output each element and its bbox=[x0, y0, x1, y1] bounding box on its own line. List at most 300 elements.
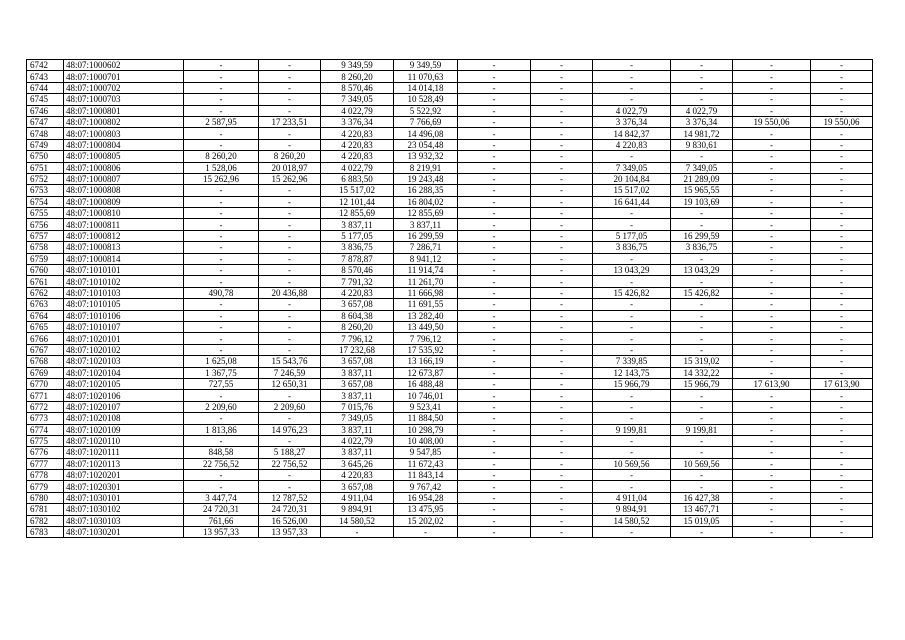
value-cell: 15 426,82 bbox=[593, 287, 671, 298]
value-cell: 4 220,83 bbox=[321, 128, 394, 139]
value-cell: - bbox=[184, 139, 259, 150]
value-cell: - bbox=[733, 276, 811, 287]
value-cell: - bbox=[458, 504, 531, 515]
cadastral-number-cell: 48:07:1000803 bbox=[64, 128, 184, 139]
table-row bbox=[27, 435, 873, 446]
value-cell: 12 673,87 bbox=[394, 367, 458, 378]
row-number-cell: 6749 bbox=[27, 139, 64, 150]
value-cell: 9 894,91 bbox=[321, 504, 394, 515]
value-cell: - bbox=[811, 287, 873, 298]
value-cell: - bbox=[259, 413, 321, 424]
value-cell: 8 260,20 bbox=[259, 151, 321, 162]
cadastral-number-cell: 48:07:1000805 bbox=[64, 151, 184, 162]
value-cell: - bbox=[671, 413, 733, 424]
table-row bbox=[27, 367, 873, 378]
value-cell: - bbox=[593, 527, 671, 538]
value-cell: - bbox=[531, 413, 593, 424]
value-cell: 9 894,91 bbox=[593, 504, 671, 515]
value-cell: - bbox=[184, 230, 259, 241]
value-cell: - bbox=[458, 230, 531, 241]
value-cell: 3 376,34 bbox=[593, 116, 671, 127]
row-number-cell: 6746 bbox=[27, 105, 64, 116]
cadastral-number-cell: 48:07:1000702 bbox=[64, 82, 184, 93]
value-cell: 20 018,97 bbox=[259, 162, 321, 173]
value-cell: - bbox=[811, 265, 873, 276]
value-cell: 19 550,06 bbox=[811, 116, 873, 127]
value-cell: 15 966,79 bbox=[593, 378, 671, 389]
value-cell: 5 177,05 bbox=[593, 230, 671, 241]
value-cell: 13 043,29 bbox=[671, 265, 733, 276]
value-cell: - bbox=[811, 242, 873, 253]
value-cell: 3 645,26 bbox=[321, 458, 394, 469]
value-cell: 7 766,69 bbox=[394, 116, 458, 127]
value-cell: - bbox=[733, 492, 811, 503]
row-number-cell: 6783 bbox=[27, 527, 64, 538]
value-cell: 3 837,11 bbox=[321, 390, 394, 401]
value-cell: - bbox=[458, 356, 531, 367]
value-cell: 9 349,59 bbox=[394, 60, 458, 71]
table-row bbox=[27, 310, 873, 321]
value-cell: - bbox=[811, 208, 873, 219]
value-cell: 12 855,69 bbox=[321, 208, 394, 219]
value-cell: 7 349,05 bbox=[593, 162, 671, 173]
value-cell: 14 976,23 bbox=[259, 424, 321, 435]
value-cell: - bbox=[458, 367, 531, 378]
value-cell: 24 720,31 bbox=[184, 504, 259, 515]
value-cell: 15 426,82 bbox=[671, 287, 733, 298]
table-row bbox=[27, 378, 873, 389]
value-cell: - bbox=[531, 481, 593, 492]
value-cell: - bbox=[259, 470, 321, 481]
value-cell: 16 427,38 bbox=[671, 492, 733, 503]
table-row bbox=[27, 128, 873, 139]
value-cell: - bbox=[259, 310, 321, 321]
value-cell: - bbox=[259, 435, 321, 446]
value-cell: - bbox=[671, 447, 733, 458]
value-cell: 3 376,34 bbox=[671, 116, 733, 127]
value-cell: - bbox=[259, 71, 321, 82]
value-cell: - bbox=[811, 527, 873, 538]
value-cell: - bbox=[811, 196, 873, 207]
value-cell: - bbox=[458, 265, 531, 276]
value-cell: - bbox=[184, 242, 259, 253]
row-number-cell: 6748 bbox=[27, 128, 64, 139]
value-cell: - bbox=[671, 527, 733, 538]
value-cell: - bbox=[733, 299, 811, 310]
value-cell: - bbox=[733, 105, 811, 116]
value-cell: - bbox=[458, 276, 531, 287]
value-cell: 19 550,06 bbox=[733, 116, 811, 127]
cadastral-number-cell: 48:07:1020111 bbox=[64, 447, 184, 458]
value-cell: - bbox=[184, 470, 259, 481]
value-cell: 3 836,75 bbox=[671, 242, 733, 253]
value-cell: - bbox=[733, 424, 811, 435]
cadastral-number-cell: 48:07:1000703 bbox=[64, 94, 184, 105]
value-cell: - bbox=[458, 413, 531, 424]
value-cell: 727,55 bbox=[184, 378, 259, 389]
value-cell: 4 220,83 bbox=[321, 139, 394, 150]
table-row bbox=[27, 424, 873, 435]
value-cell: - bbox=[184, 265, 259, 276]
value-cell: 9 830,61 bbox=[671, 139, 733, 150]
value-cell: 7 349,05 bbox=[321, 413, 394, 424]
value-cell: 12 143,75 bbox=[593, 367, 671, 378]
cadastral-number-cell: 48:07:1000804 bbox=[64, 139, 184, 150]
value-cell: 10 528,49 bbox=[394, 94, 458, 105]
value-cell: 2 209,60 bbox=[184, 401, 259, 412]
row-number-cell: 6773 bbox=[27, 413, 64, 424]
value-cell: - bbox=[671, 401, 733, 412]
value-cell: - bbox=[458, 378, 531, 389]
value-cell: - bbox=[593, 447, 671, 458]
value-cell: - bbox=[531, 230, 593, 241]
value-cell: 7 878,87 bbox=[321, 253, 394, 264]
value-cell: - bbox=[811, 60, 873, 71]
value-cell: - bbox=[458, 390, 531, 401]
value-cell: - bbox=[811, 276, 873, 287]
table-row bbox=[27, 299, 873, 310]
table-row bbox=[27, 196, 873, 207]
value-cell: 3 837,11 bbox=[321, 424, 394, 435]
value-cell: 17 613,90 bbox=[733, 378, 811, 389]
value-cell: - bbox=[811, 401, 873, 412]
row-number-cell: 6742 bbox=[27, 60, 64, 71]
value-cell: 16 299,59 bbox=[394, 230, 458, 241]
table-row bbox=[27, 515, 873, 526]
value-cell: - bbox=[811, 504, 873, 515]
value-cell: - bbox=[671, 94, 733, 105]
value-cell: 11 884,50 bbox=[394, 413, 458, 424]
row-number-cell: 6777 bbox=[27, 458, 64, 469]
value-cell: - bbox=[184, 253, 259, 264]
cadastral-number-cell: 48:07:1020108 bbox=[64, 413, 184, 424]
row-number-cell: 6750 bbox=[27, 151, 64, 162]
table-row bbox=[27, 116, 873, 127]
value-cell: 8 219,91 bbox=[394, 162, 458, 173]
value-cell: - bbox=[671, 82, 733, 93]
value-cell: - bbox=[259, 105, 321, 116]
value-cell: 3 837,11 bbox=[321, 219, 394, 230]
value-cell: 5 177,05 bbox=[321, 230, 394, 241]
value-cell: - bbox=[531, 173, 593, 184]
value-cell: - bbox=[531, 185, 593, 196]
value-cell: - bbox=[458, 242, 531, 253]
value-cell: - bbox=[458, 219, 531, 230]
row-number-cell: 6743 bbox=[27, 71, 64, 82]
row-number-cell: 6776 bbox=[27, 447, 64, 458]
value-cell: 2 587,95 bbox=[184, 116, 259, 127]
value-cell: 14 981,72 bbox=[671, 128, 733, 139]
value-cell: - bbox=[259, 344, 321, 355]
value-cell: 15 262,96 bbox=[184, 173, 259, 184]
value-cell: - bbox=[593, 333, 671, 344]
cadastral-number-cell: 48:07:1010101 bbox=[64, 265, 184, 276]
value-cell: - bbox=[531, 139, 593, 150]
value-cell: - bbox=[593, 60, 671, 71]
row-number-cell: 6747 bbox=[27, 116, 64, 127]
value-cell: 23 054,48 bbox=[394, 139, 458, 150]
value-cell: - bbox=[593, 208, 671, 219]
table-row bbox=[27, 492, 873, 503]
row-number-cell: 6774 bbox=[27, 424, 64, 435]
value-cell: - bbox=[458, 151, 531, 162]
value-cell: - bbox=[811, 139, 873, 150]
row-number-cell: 6763 bbox=[27, 299, 64, 310]
value-cell: - bbox=[458, 94, 531, 105]
value-cell: - bbox=[733, 94, 811, 105]
value-cell: 3 837,11 bbox=[321, 367, 394, 378]
value-cell: 13 166,19 bbox=[394, 356, 458, 367]
value-cell: 24 720,31 bbox=[259, 504, 321, 515]
value-cell: - bbox=[458, 71, 531, 82]
cadastral-number-cell: 48:07:1020103 bbox=[64, 356, 184, 367]
value-cell: 19 243,48 bbox=[394, 173, 458, 184]
value-cell: - bbox=[259, 276, 321, 287]
value-cell: - bbox=[671, 208, 733, 219]
value-cell: - bbox=[811, 367, 873, 378]
value-cell: - bbox=[811, 321, 873, 332]
value-cell: - bbox=[531, 253, 593, 264]
value-cell: - bbox=[811, 492, 873, 503]
value-cell: 2 209,60 bbox=[259, 401, 321, 412]
value-cell: - bbox=[259, 139, 321, 150]
value-cell: - bbox=[531, 287, 593, 298]
table-row bbox=[27, 344, 873, 355]
value-cell: - bbox=[593, 481, 671, 492]
value-cell: - bbox=[531, 128, 593, 139]
value-cell: - bbox=[458, 139, 531, 150]
value-cell: - bbox=[184, 185, 259, 196]
value-cell: - bbox=[184, 71, 259, 82]
cadastral-number-cell: 48:07:1030201 bbox=[64, 527, 184, 538]
value-cell: - bbox=[733, 413, 811, 424]
table-row bbox=[27, 105, 873, 116]
cadastral-number-cell: 48:07:1010107 bbox=[64, 321, 184, 332]
value-cell: - bbox=[259, 299, 321, 310]
table-body bbox=[27, 60, 873, 538]
value-cell: - bbox=[531, 333, 593, 344]
value-cell: - bbox=[811, 230, 873, 241]
row-number-cell: 6769 bbox=[27, 367, 64, 378]
row-number-cell: 6766 bbox=[27, 333, 64, 344]
row-number-cell: 6756 bbox=[27, 219, 64, 230]
value-cell: - bbox=[593, 413, 671, 424]
value-cell: 13 467,71 bbox=[671, 504, 733, 515]
value-cell: - bbox=[671, 344, 733, 355]
value-cell: - bbox=[259, 242, 321, 253]
table-row bbox=[27, 230, 873, 241]
value-cell: - bbox=[458, 310, 531, 321]
value-cell: - bbox=[458, 344, 531, 355]
value-cell: - bbox=[811, 356, 873, 367]
cadastral-number-cell: 48:07:1020113 bbox=[64, 458, 184, 469]
value-cell: 11 261,70 bbox=[394, 276, 458, 287]
value-cell: - bbox=[811, 219, 873, 230]
value-cell: - bbox=[184, 196, 259, 207]
table-row bbox=[27, 356, 873, 367]
value-cell: 3 447,74 bbox=[184, 492, 259, 503]
cadastral-number-cell: 48:07:1020106 bbox=[64, 390, 184, 401]
value-cell: - bbox=[531, 515, 593, 526]
table-row bbox=[27, 139, 873, 150]
value-cell: - bbox=[458, 185, 531, 196]
row-number-cell: 6753 bbox=[27, 185, 64, 196]
value-cell: - bbox=[811, 333, 873, 344]
value-cell: 14 496,08 bbox=[394, 128, 458, 139]
value-cell: - bbox=[531, 435, 593, 446]
value-cell: - bbox=[593, 276, 671, 287]
value-cell: - bbox=[733, 265, 811, 276]
value-cell: - bbox=[531, 71, 593, 82]
value-cell: - bbox=[733, 515, 811, 526]
value-cell: - bbox=[259, 128, 321, 139]
value-cell: 3 836,75 bbox=[321, 242, 394, 253]
cadastral-number-cell: 48:07:1000811 bbox=[64, 219, 184, 230]
cadastral-number-cell: 48:07:1020110 bbox=[64, 435, 184, 446]
value-cell: - bbox=[811, 151, 873, 162]
table-row bbox=[27, 401, 873, 412]
cadastral-number-cell: 48:07:1000814 bbox=[64, 253, 184, 264]
value-cell: 14 842,37 bbox=[593, 128, 671, 139]
table-row bbox=[27, 208, 873, 219]
value-cell: - bbox=[531, 151, 593, 162]
value-cell: 16 526,00 bbox=[259, 515, 321, 526]
value-cell: 13 043,29 bbox=[593, 265, 671, 276]
value-cell: - bbox=[811, 344, 873, 355]
value-cell: - bbox=[394, 527, 458, 538]
cadastral-number-cell: 48:07:1020102 bbox=[64, 344, 184, 355]
row-number-cell: 6760 bbox=[27, 265, 64, 276]
value-cell: 15 262,96 bbox=[259, 173, 321, 184]
value-cell: - bbox=[811, 447, 873, 458]
value-cell: 3 376,34 bbox=[321, 116, 394, 127]
value-cell: 10 569,56 bbox=[593, 458, 671, 469]
value-cell: - bbox=[671, 321, 733, 332]
value-cell: - bbox=[671, 60, 733, 71]
value-cell: 3 657,08 bbox=[321, 378, 394, 389]
value-cell: - bbox=[531, 458, 593, 469]
value-cell: 11 691,55 bbox=[394, 299, 458, 310]
value-cell: - bbox=[531, 367, 593, 378]
cadastral-number-cell: 48:07:1030103 bbox=[64, 515, 184, 526]
value-cell: - bbox=[733, 139, 811, 150]
value-cell: 8 604,38 bbox=[321, 310, 394, 321]
value-cell: - bbox=[811, 82, 873, 93]
cadastral-number-cell: 48:07:1020201 bbox=[64, 470, 184, 481]
value-cell: 13 449,50 bbox=[394, 321, 458, 332]
value-cell: - bbox=[593, 435, 671, 446]
cadastral-number-cell: 48:07:1020301 bbox=[64, 481, 184, 492]
value-cell: - bbox=[531, 116, 593, 127]
cadastral-number-cell: 48:07:1000813 bbox=[64, 242, 184, 253]
row-number-cell: 6744 bbox=[27, 82, 64, 93]
value-cell: - bbox=[458, 481, 531, 492]
value-cell: - bbox=[733, 390, 811, 401]
table-row bbox=[27, 470, 873, 481]
value-cell: 20 436,88 bbox=[259, 287, 321, 298]
value-cell: 16 804,02 bbox=[394, 196, 458, 207]
table-row bbox=[27, 447, 873, 458]
value-cell: 15 517,02 bbox=[593, 185, 671, 196]
value-cell: 16 488,48 bbox=[394, 378, 458, 389]
value-cell: 9 523,41 bbox=[394, 401, 458, 412]
value-cell: 9 199,81 bbox=[671, 424, 733, 435]
value-cell: 17 233,51 bbox=[259, 116, 321, 127]
value-cell: 8 941,12 bbox=[394, 253, 458, 264]
row-number-cell: 6752 bbox=[27, 173, 64, 184]
value-cell: 15 202,02 bbox=[394, 515, 458, 526]
value-cell: - bbox=[531, 82, 593, 93]
value-cell: - bbox=[531, 504, 593, 515]
value-cell: 11 070,63 bbox=[394, 71, 458, 82]
value-cell: - bbox=[811, 71, 873, 82]
cadastral-number-cell: 48:07:1000810 bbox=[64, 208, 184, 219]
value-cell: - bbox=[458, 116, 531, 127]
value-cell: - bbox=[184, 219, 259, 230]
value-cell: - bbox=[184, 276, 259, 287]
value-cell: - bbox=[593, 219, 671, 230]
cadastral-number-cell: 48:07:1000801 bbox=[64, 105, 184, 116]
value-cell: - bbox=[184, 344, 259, 355]
value-cell: - bbox=[259, 94, 321, 105]
value-cell: - bbox=[531, 219, 593, 230]
table-row bbox=[27, 527, 873, 538]
cadastral-number-cell: 48:07:1010102 bbox=[64, 276, 184, 287]
value-cell: 22 756,52 bbox=[184, 458, 259, 469]
value-cell: - bbox=[811, 162, 873, 173]
value-cell: 10 746,01 bbox=[394, 390, 458, 401]
cadastral-number-cell: 48:07:1020104 bbox=[64, 367, 184, 378]
value-cell: - bbox=[259, 208, 321, 219]
table-row bbox=[27, 458, 873, 469]
value-cell: - bbox=[733, 128, 811, 139]
value-cell: - bbox=[671, 71, 733, 82]
value-cell: - bbox=[593, 344, 671, 355]
value-cell: - bbox=[184, 208, 259, 219]
value-cell: - bbox=[458, 208, 531, 219]
row-number-cell: 6767 bbox=[27, 344, 64, 355]
value-cell: - bbox=[259, 196, 321, 207]
value-cell: - bbox=[458, 492, 531, 503]
value-cell: 14 580,52 bbox=[321, 515, 394, 526]
value-cell: - bbox=[811, 435, 873, 446]
value-cell: - bbox=[593, 470, 671, 481]
value-cell: 8 570,46 bbox=[321, 265, 394, 276]
value-cell: 10 569,56 bbox=[671, 458, 733, 469]
value-cell: - bbox=[259, 185, 321, 196]
value-cell: - bbox=[593, 299, 671, 310]
value-cell: - bbox=[458, 424, 531, 435]
value-cell: 12 787,52 bbox=[259, 492, 321, 503]
value-cell: 17 613,90 bbox=[811, 378, 873, 389]
value-cell: - bbox=[733, 504, 811, 515]
value-cell: - bbox=[733, 321, 811, 332]
row-number-cell: 6762 bbox=[27, 287, 64, 298]
value-cell: 14 580,52 bbox=[593, 515, 671, 526]
value-cell: - bbox=[733, 162, 811, 173]
cadastral-number-cell: 48:07:1000812 bbox=[64, 230, 184, 241]
value-cell: - bbox=[184, 321, 259, 332]
value-cell: - bbox=[593, 310, 671, 321]
value-cell: - bbox=[811, 515, 873, 526]
value-cell: - bbox=[811, 105, 873, 116]
value-cell: - bbox=[671, 151, 733, 162]
value-cell: 5 522,92 bbox=[394, 105, 458, 116]
row-number-cell: 6770 bbox=[27, 378, 64, 389]
value-cell: - bbox=[733, 481, 811, 492]
value-cell: - bbox=[671, 219, 733, 230]
value-cell: - bbox=[531, 276, 593, 287]
